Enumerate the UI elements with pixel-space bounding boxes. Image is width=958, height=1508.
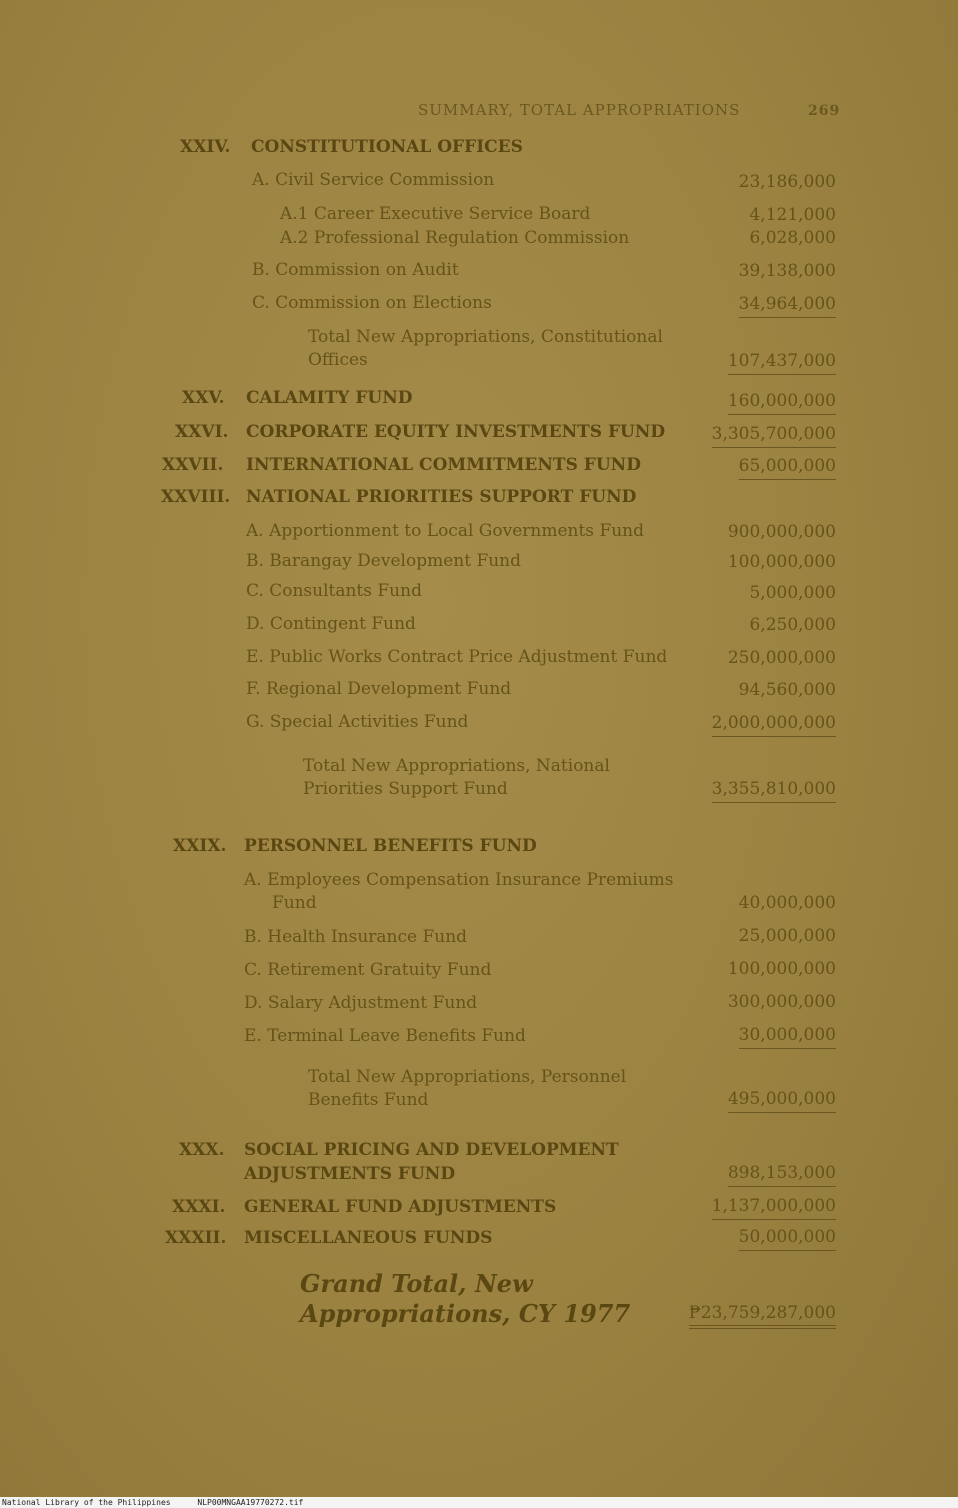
- grand-total-label-1: Grand Total, New: [300, 1269, 533, 1298]
- section-xxxii-numeral: XXXII.: [165, 1228, 227, 1248]
- item-comelec-amount: 34,964,000: [739, 294, 836, 318]
- item-civil-service-amount: 23,186,000: [738, 172, 836, 192]
- section-xxv-amount: 160,000,000: [728, 391, 836, 415]
- item-health-insurance-amount: 25,000,000: [738, 926, 836, 946]
- item-consultants-amount: 5,000,000: [749, 583, 836, 603]
- total-constitutional-label-1: Total New Appropriations, Constitutional: [308, 327, 663, 347]
- grand-total-amount: ₱23,759,287,000: [689, 1303, 836, 1329]
- item-consultants-label: C. Consultants Fund: [246, 581, 422, 601]
- section-xxxii-title: MISCELLANEOUS FUNDS: [244, 1228, 493, 1248]
- section-xxvii-amount: 65,000,000: [739, 456, 836, 480]
- item-special-activities-label: G. Special Activities Fund: [246, 712, 469, 732]
- footer-file: NLP00MNGAA19770272.tif: [197, 1498, 304, 1507]
- item-salary-adjustment-label: D. Salary Adjustment Fund: [244, 993, 478, 1013]
- section-xxv-numeral: XXV.: [182, 388, 225, 408]
- section-xxvi-title: CORPORATE EQUITY INVESTMENTS FUND: [246, 422, 666, 442]
- section-xxxi-numeral: XXXI.: [172, 1197, 226, 1217]
- total-constitutional-amount: 107,437,000: [728, 351, 836, 375]
- item-health-insurance-label: B. Health Insurance Fund: [244, 927, 468, 947]
- item-retirement-label: C. Retirement Gratuity Fund: [244, 960, 492, 980]
- item-apportionment-amount: 900,000,000: [727, 522, 836, 542]
- item-coa-label: B. Commission on Audit: [252, 260, 459, 280]
- item-regional-amount: 94,560,000: [738, 680, 836, 700]
- item-barangay-label: B. Barangay Development Fund: [246, 551, 522, 571]
- total-nps-label-1: Total New Appropriations, National: [303, 756, 610, 776]
- section-xxiv-numeral: XXIV.: [180, 137, 231, 157]
- grand-total-label-2: Appropriations, CY 1977: [300, 1299, 631, 1328]
- section-xxxi-amount: 1,137,000,000: [712, 1196, 836, 1220]
- section-xxxi-title: GENERAL FUND ADJUSTMENTS: [244, 1197, 557, 1217]
- item-ecip-amount: 40,000,000: [738, 893, 836, 913]
- section-xxv-title: CALAMITY FUND: [246, 388, 413, 408]
- footer-library: National Library of the Philippines: [2, 1498, 171, 1507]
- section-xxx-numeral: XXX.: [179, 1140, 225, 1160]
- section-xxvi-numeral: XXVI.: [175, 422, 229, 442]
- running-header: SUMMARY, TOTAL APPROPRIATIONS: [418, 101, 741, 119]
- item-prc-amount: 6,028,000: [749, 228, 836, 248]
- section-xxix-title: PERSONNEL BENEFITS FUND: [244, 836, 537, 856]
- total-nps-label-2: Priorities Support Fund: [303, 779, 508, 799]
- section-xxx-amount: 898,153,000: [728, 1163, 836, 1187]
- section-xxiv-title: CONSTITUTIONAL OFFICES: [251, 137, 523, 157]
- item-apportionment-label: A. Apportionment to Local Governments Fund: [246, 521, 645, 541]
- section-xxviii-numeral: XXVIII.: [161, 487, 231, 507]
- section-xxxii-amount: 50,000,000: [739, 1227, 836, 1251]
- item-contingent-amount: 6,250,000: [749, 615, 836, 635]
- item-regional-label: F. Regional Development Fund: [246, 679, 512, 699]
- section-xxvii-numeral: XXVII.: [162, 455, 224, 475]
- item-retirement-amount: 100,000,000: [727, 959, 836, 979]
- section-xxvii-title: INTERNATIONAL COMMITMENTS FUND: [246, 455, 641, 475]
- scan-footer: [0, 1497, 958, 1508]
- item-salary-adjustment-amount: 300,000,000: [727, 992, 836, 1012]
- total-personnel-amount: 495,000,000: [728, 1089, 836, 1113]
- page-number: 269: [808, 103, 841, 119]
- item-coa-amount: 39,138,000: [738, 261, 836, 281]
- section-xxx-title-1: SOCIAL PRICING AND DEVELOPMENT: [244, 1140, 619, 1160]
- item-comelec-label: C. Commission on Elections: [252, 293, 492, 313]
- section-xxvi-amount: 3,305,700,000: [712, 424, 836, 448]
- item-career-executive-amount: 4,121,000: [749, 205, 836, 225]
- item-public-works-amount: 250,000,000: [727, 648, 836, 668]
- item-ecip-label-1: A. Employees Compensation Insurance Premiums: [244, 870, 674, 890]
- item-terminal-leave-amount: 30,000,000: [739, 1025, 836, 1049]
- section-xxx-title-2: ADJUSTMENTS FUND: [244, 1164, 456, 1184]
- total-personnel-label-1: Total New Appropriations, Personnel: [308, 1067, 627, 1087]
- item-ecip-label-2: Fund: [272, 893, 317, 913]
- total-personnel-label-2: Benefits Fund: [308, 1090, 429, 1110]
- item-terminal-leave-label: E. Terminal Leave Benefits Fund: [244, 1026, 526, 1046]
- total-nps-amount: 3,355,810,000: [712, 779, 836, 803]
- item-public-works-label: E. Public Works Contract Price Adjustment Fund: [246, 647, 668, 667]
- item-special-activities-amount: 2,000,000,000: [712, 713, 836, 737]
- section-xxix-numeral: XXIX.: [173, 836, 227, 856]
- item-civil-service-label: A. Civil Service Commission: [252, 170, 495, 190]
- item-career-executive-label: A.1 Career Executive Service Board: [280, 204, 591, 224]
- item-prc-label: A.2 Professional Regulation Commission: [280, 228, 630, 248]
- section-xxviii-title: NATIONAL PRIORITIES SUPPORT FUND: [246, 487, 637, 507]
- total-constitutional-label-2: Offices: [308, 350, 368, 370]
- item-contingent-label: D. Contingent Fund: [246, 614, 416, 634]
- item-barangay-amount: 100,000,000: [727, 552, 836, 572]
